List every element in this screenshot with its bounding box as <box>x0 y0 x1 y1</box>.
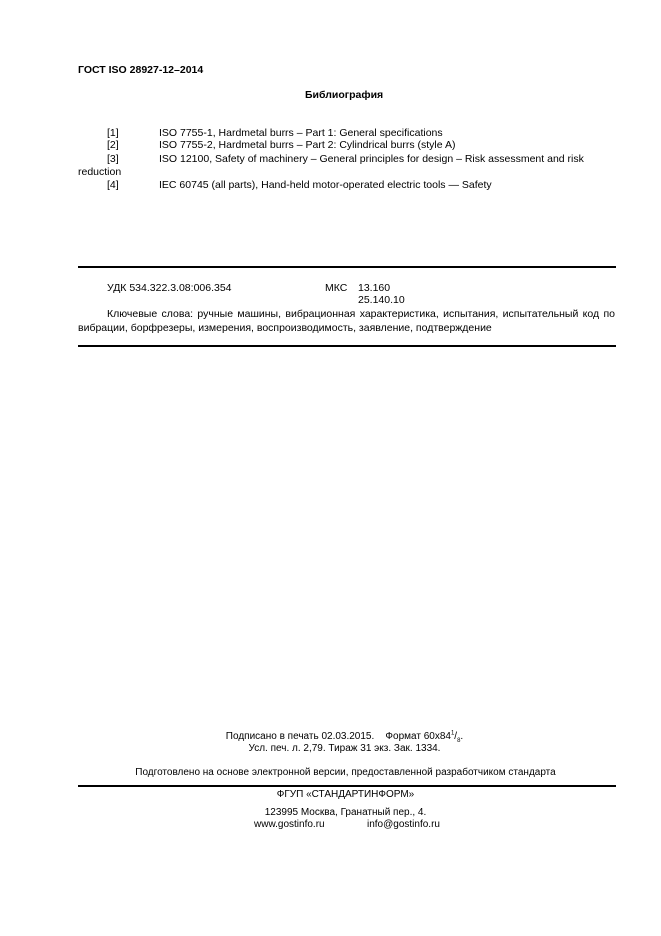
publisher-website[interactable]: www.gostinfo.ru <box>254 819 325 830</box>
imprint-line-1: Подписано в печать 02.03.2015. Формат $60х84^1/_8$. <box>225 730 464 744</box>
format-denominator: 8 <box>457 738 461 744</box>
udc-code: УДК 534.322.3.08:006.354 <box>107 282 232 294</box>
ref-text: ISO 7755-1, Hardmetal burrs – Part 1: General specifications <box>159 127 443 139</box>
ref-text: ISO 12100, Safety of machinery – General principles for design – Risk assessment and risk <box>159 153 584 165</box>
mks-code: 25.140.10 <box>358 294 405 306</box>
ref-text: IEC 60745 (all parts), Hand-held motor-operated electric tools — Safety <box>159 179 492 191</box>
signed-date: Подписано в печать 02.03.2015. <box>225 731 375 742</box>
divider-publisher <box>78 785 616 787</box>
divider-bottom <box>78 345 616 347</box>
ref-number: [4] <box>107 179 119 191</box>
publisher-address: 123995 Москва, Гранатный пер., 4. <box>264 807 427 818</box>
ref-number: [1] <box>107 127 119 139</box>
imprint-line-2: Усл. печ. л. 2,79. Тираж 31 экз. Зак. 1334. <box>248 743 441 754</box>
mks-label: МКС <box>325 282 348 294</box>
publisher-email[interactable]: info@gostinfo.ru <box>367 819 440 830</box>
publisher-name: ФГУП «СТАНДАРТИНФОРМ» <box>276 789 415 800</box>
bibliography-title: Библиография <box>305 89 384 101</box>
ref-number: [2] <box>107 139 119 151</box>
divider-top <box>78 266 616 268</box>
ref-text-continuation: reduction <box>78 166 122 178</box>
format-prefix: Формат 60х84 <box>385 731 451 742</box>
keywords: Ключевые слова: ручные машины, вибрационная характеристика, испытания, испытательный код по вибрации, борфрезеры, измерения, воспроизводимость, заявление, подтверждение <box>78 308 615 334</box>
mks-code: 13.160 <box>358 282 391 294</box>
format-numerator: 1 <box>450 730 455 737</box>
format-suffix: . <box>460 731 464 742</box>
document-code: ГОСТ ISO 28927-12–2014 <box>78 64 204 76</box>
ref-number: [3] <box>107 153 119 165</box>
ref-text: ISO 7755-2, Hardmetal burrs – Part 2: Cylindrical burrs (style A) <box>159 139 456 151</box>
prepared-note: Подготовлено на основе электронной версии, предоставленной разработчиком стандарта <box>135 767 556 778</box>
